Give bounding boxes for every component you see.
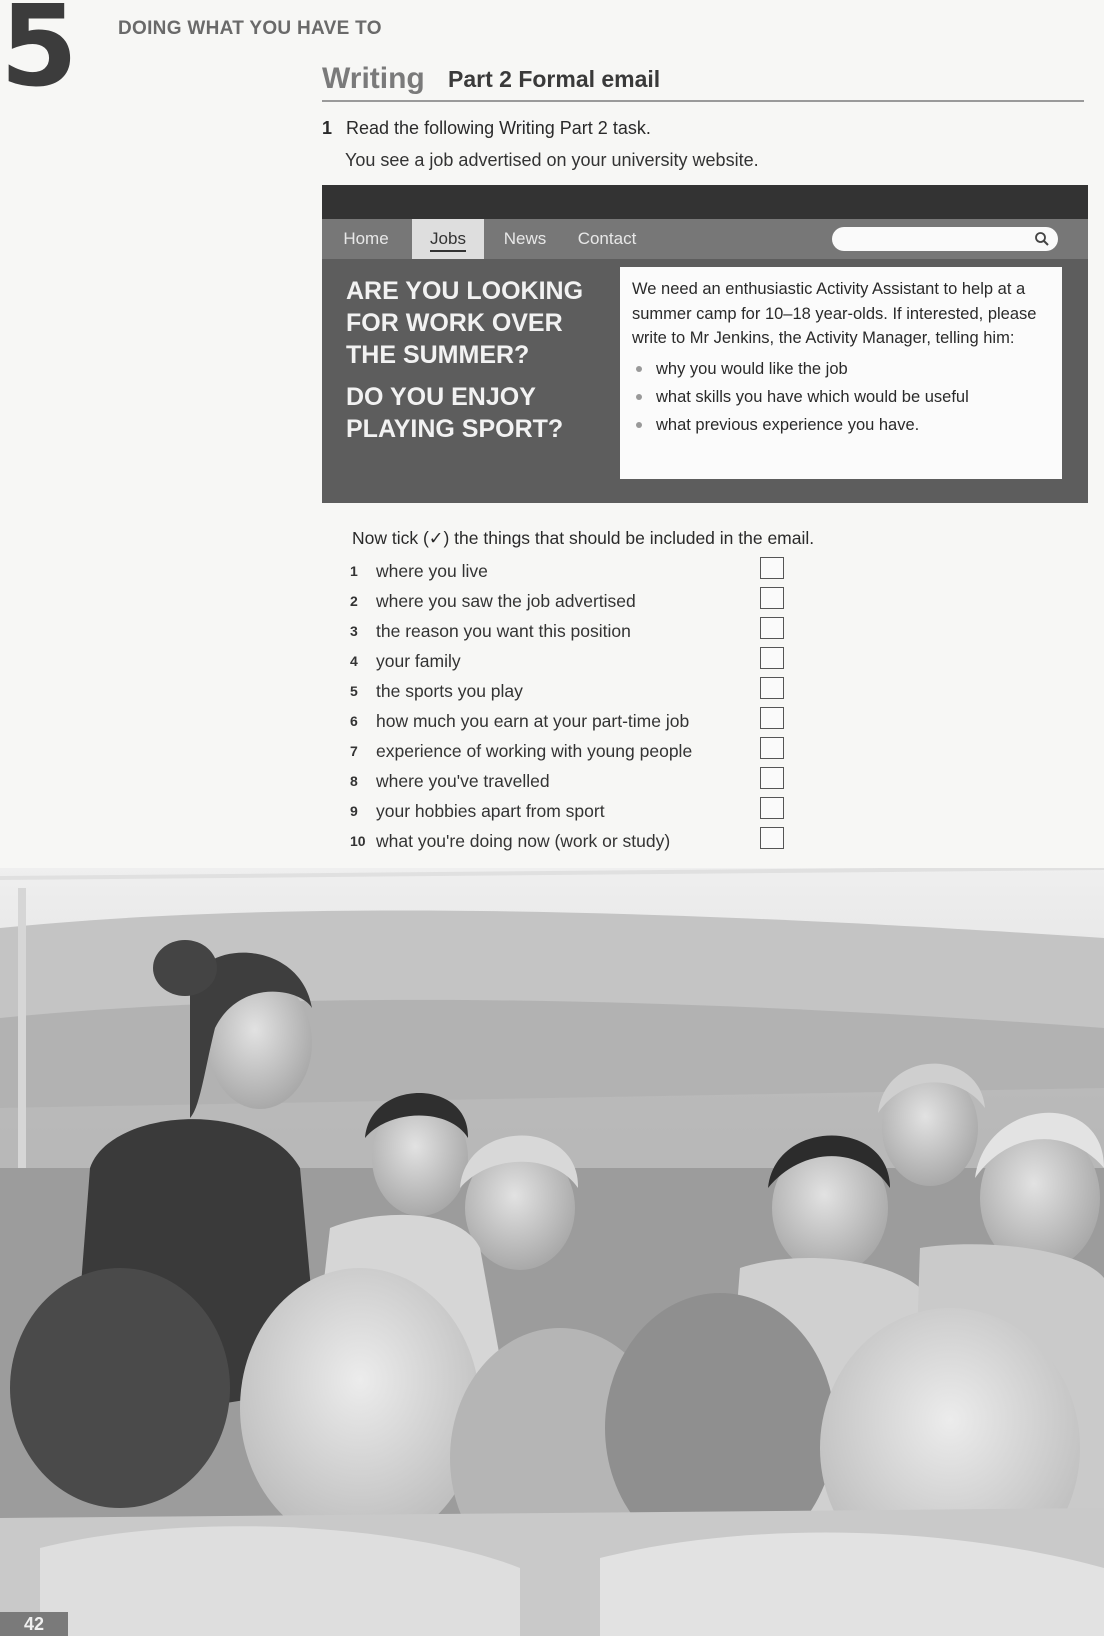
checklist-item: 3 the reason you want this position	[350, 617, 800, 647]
section-header	[322, 62, 1084, 102]
nav-news[interactable]: News	[503, 229, 547, 248]
checklist-item: 5 the sports you play	[350, 677, 800, 707]
checkbox[interactable]	[760, 737, 784, 759]
ad-bullet: why you would like the job	[632, 355, 1050, 383]
ad-bullet-list	[632, 355, 1050, 439]
task-text: Read the following Writing Part 2 task.	[346, 118, 651, 138]
job-website	[322, 185, 1088, 503]
bullet-icon	[636, 366, 642, 372]
unit-title: DOING WHAT YOU HAVE TO	[118, 18, 382, 39]
search-icon[interactable]	[1034, 231, 1050, 247]
checklist-item: 8 where you've travelled	[350, 767, 800, 797]
checkbox[interactable]	[760, 587, 784, 609]
search-input[interactable]	[842, 229, 1026, 251]
checklist-item: 2 where you saw the job advertised	[350, 587, 800, 617]
checkbox[interactable]	[760, 797, 784, 819]
checklist	[350, 557, 800, 857]
checkbox[interactable]	[760, 557, 784, 579]
checklist-item: 6 how much you earn at your part-time job	[350, 707, 800, 737]
page-number: 42	[0, 1612, 68, 1636]
checklist-instruction: Now tick (✓) the things that should be included in the email.	[352, 528, 815, 548]
task-instruction	[322, 118, 651, 139]
checkbox[interactable]	[760, 827, 784, 849]
headline-looking-for-work: ARE YOU LOOKING FOR WORK OVER THE SUMMER?	[346, 277, 584, 369]
ad-description: We need an enthusiastic Activity Assistant to help at a summer camp for 10–18 year-olds. If interested, please write to Mr Jenkins, the Activity Manager, telling him:	[632, 280, 1037, 347]
nav-contact[interactable]: Contact	[577, 229, 637, 248]
ad-bullet: what skills you have which would be useful	[632, 383, 1050, 411]
checkbox[interactable]	[760, 677, 784, 699]
search-box[interactable]	[832, 227, 1058, 251]
nav-home[interactable]: Home	[343, 229, 389, 248]
unit-number: 5	[0, 0, 72, 112]
headline-enjoy-sport: DO YOU ENJOY PLAYING SPORT?	[346, 383, 564, 443]
checklist-item: 4 your family	[350, 647, 800, 677]
checkbox[interactable]	[760, 767, 784, 789]
checklist-item: 9 your hobbies apart from sport	[350, 797, 800, 827]
checkbox[interactable]	[760, 617, 784, 639]
task-number: 1	[322, 118, 333, 138]
checklist-item: 1 where you live	[350, 557, 800, 587]
checklist-item: 10 what you're doing now (work or study)	[350, 827, 800, 857]
team-huddle-photo	[0, 868, 1104, 1636]
ad-bullet: what previous experience you have.	[632, 411, 1050, 439]
website-topbar	[322, 185, 1088, 219]
task-intro: You see a job advertised on your university website.	[345, 150, 759, 170]
ad-panel	[620, 267, 1062, 479]
section-skill: Writing	[322, 62, 425, 95]
section-part: Part 2 Formal email	[448, 66, 661, 92]
bullet-icon	[636, 422, 642, 428]
bullet-icon	[636, 394, 642, 400]
nav-jobs[interactable]: Jobs	[412, 219, 484, 259]
checkbox[interactable]	[760, 707, 784, 729]
checklist-item: 7 experience of working with young people	[350, 737, 800, 767]
checkbox[interactable]	[760, 647, 784, 669]
